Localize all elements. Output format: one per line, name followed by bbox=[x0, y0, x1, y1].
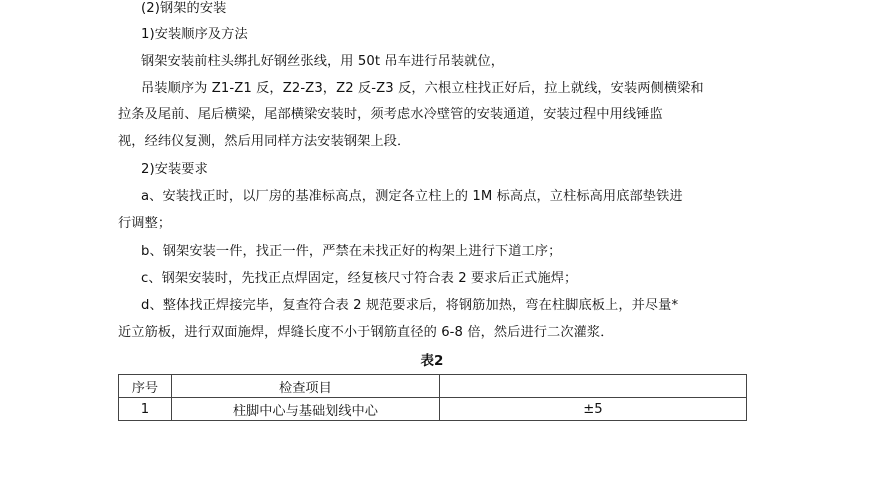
paragraph-line: b、钢架安装一件，找正一件，严禁在未找正好的构架上进行下道工序； bbox=[141, 244, 562, 259]
table-header-row bbox=[119, 375, 747, 398]
paragraph-line: c、钢架安装时，先找正点焊固定，经复核尺寸符合表 2 要求后正式施焊； bbox=[141, 271, 578, 286]
table-cell: 1 bbox=[119, 398, 172, 421]
table-cell: 柱脚中心与基础划线中心 bbox=[171, 398, 439, 421]
paragraph-line: d、整体找正焊接完毕，复查符合表 2 规范要求后，将钢筋加热，弯在柱脚底板上，并尽量* bbox=[141, 298, 679, 313]
table-header-cell: 序号 bbox=[119, 375, 172, 398]
table-header-cell bbox=[439, 375, 746, 398]
paragraph-line: 近立筋板，进行双面施焊，焊缝长度不小于钢筋直径的 6-8 倍，然后进行二次灌浆． bbox=[118, 325, 614, 340]
table-cell: ±5 bbox=[439, 398, 746, 421]
paragraph-line: a、安装找正时，以厂房的基准标高点，测定各立柱上的 1M 标高点，立柱标高用底部垫铁进 bbox=[141, 189, 683, 204]
subsection-heading: 2)安装要求 bbox=[141, 162, 208, 177]
paragraph-line: 钢架安装前柱头绑扎好钢丝张线，用 50t 吊车进行吊装就位， bbox=[141, 54, 505, 69]
paragraph-line: 拉条及尾前、尾后横梁，尾部横梁安装时，须考虑水冷壁管的安装通道，安装过程中用线锤监 bbox=[118, 107, 663, 122]
inspection-table bbox=[118, 374, 747, 421]
table-row bbox=[119, 398, 747, 421]
paragraph-line: 行调整； bbox=[118, 216, 172, 231]
table-header-cell: 检查项目 bbox=[171, 375, 439, 398]
table-title: 表2 bbox=[420, 353, 444, 369]
subsection-heading: 1)安装顺序及方法 bbox=[141, 27, 248, 42]
paragraph-line: 吊装顺序为 Z1-Z1 反，Z2-Z3，Z2 反-Z3 反，六根立柱找正好后，拉上就线，安装两侧横梁和 bbox=[141, 81, 704, 96]
paragraph-line: 视，经纬仪复测，然后用同样方法安装钢架上段． bbox=[118, 134, 411, 149]
section-heading: (2)钢架的安装 bbox=[141, 1, 227, 16]
